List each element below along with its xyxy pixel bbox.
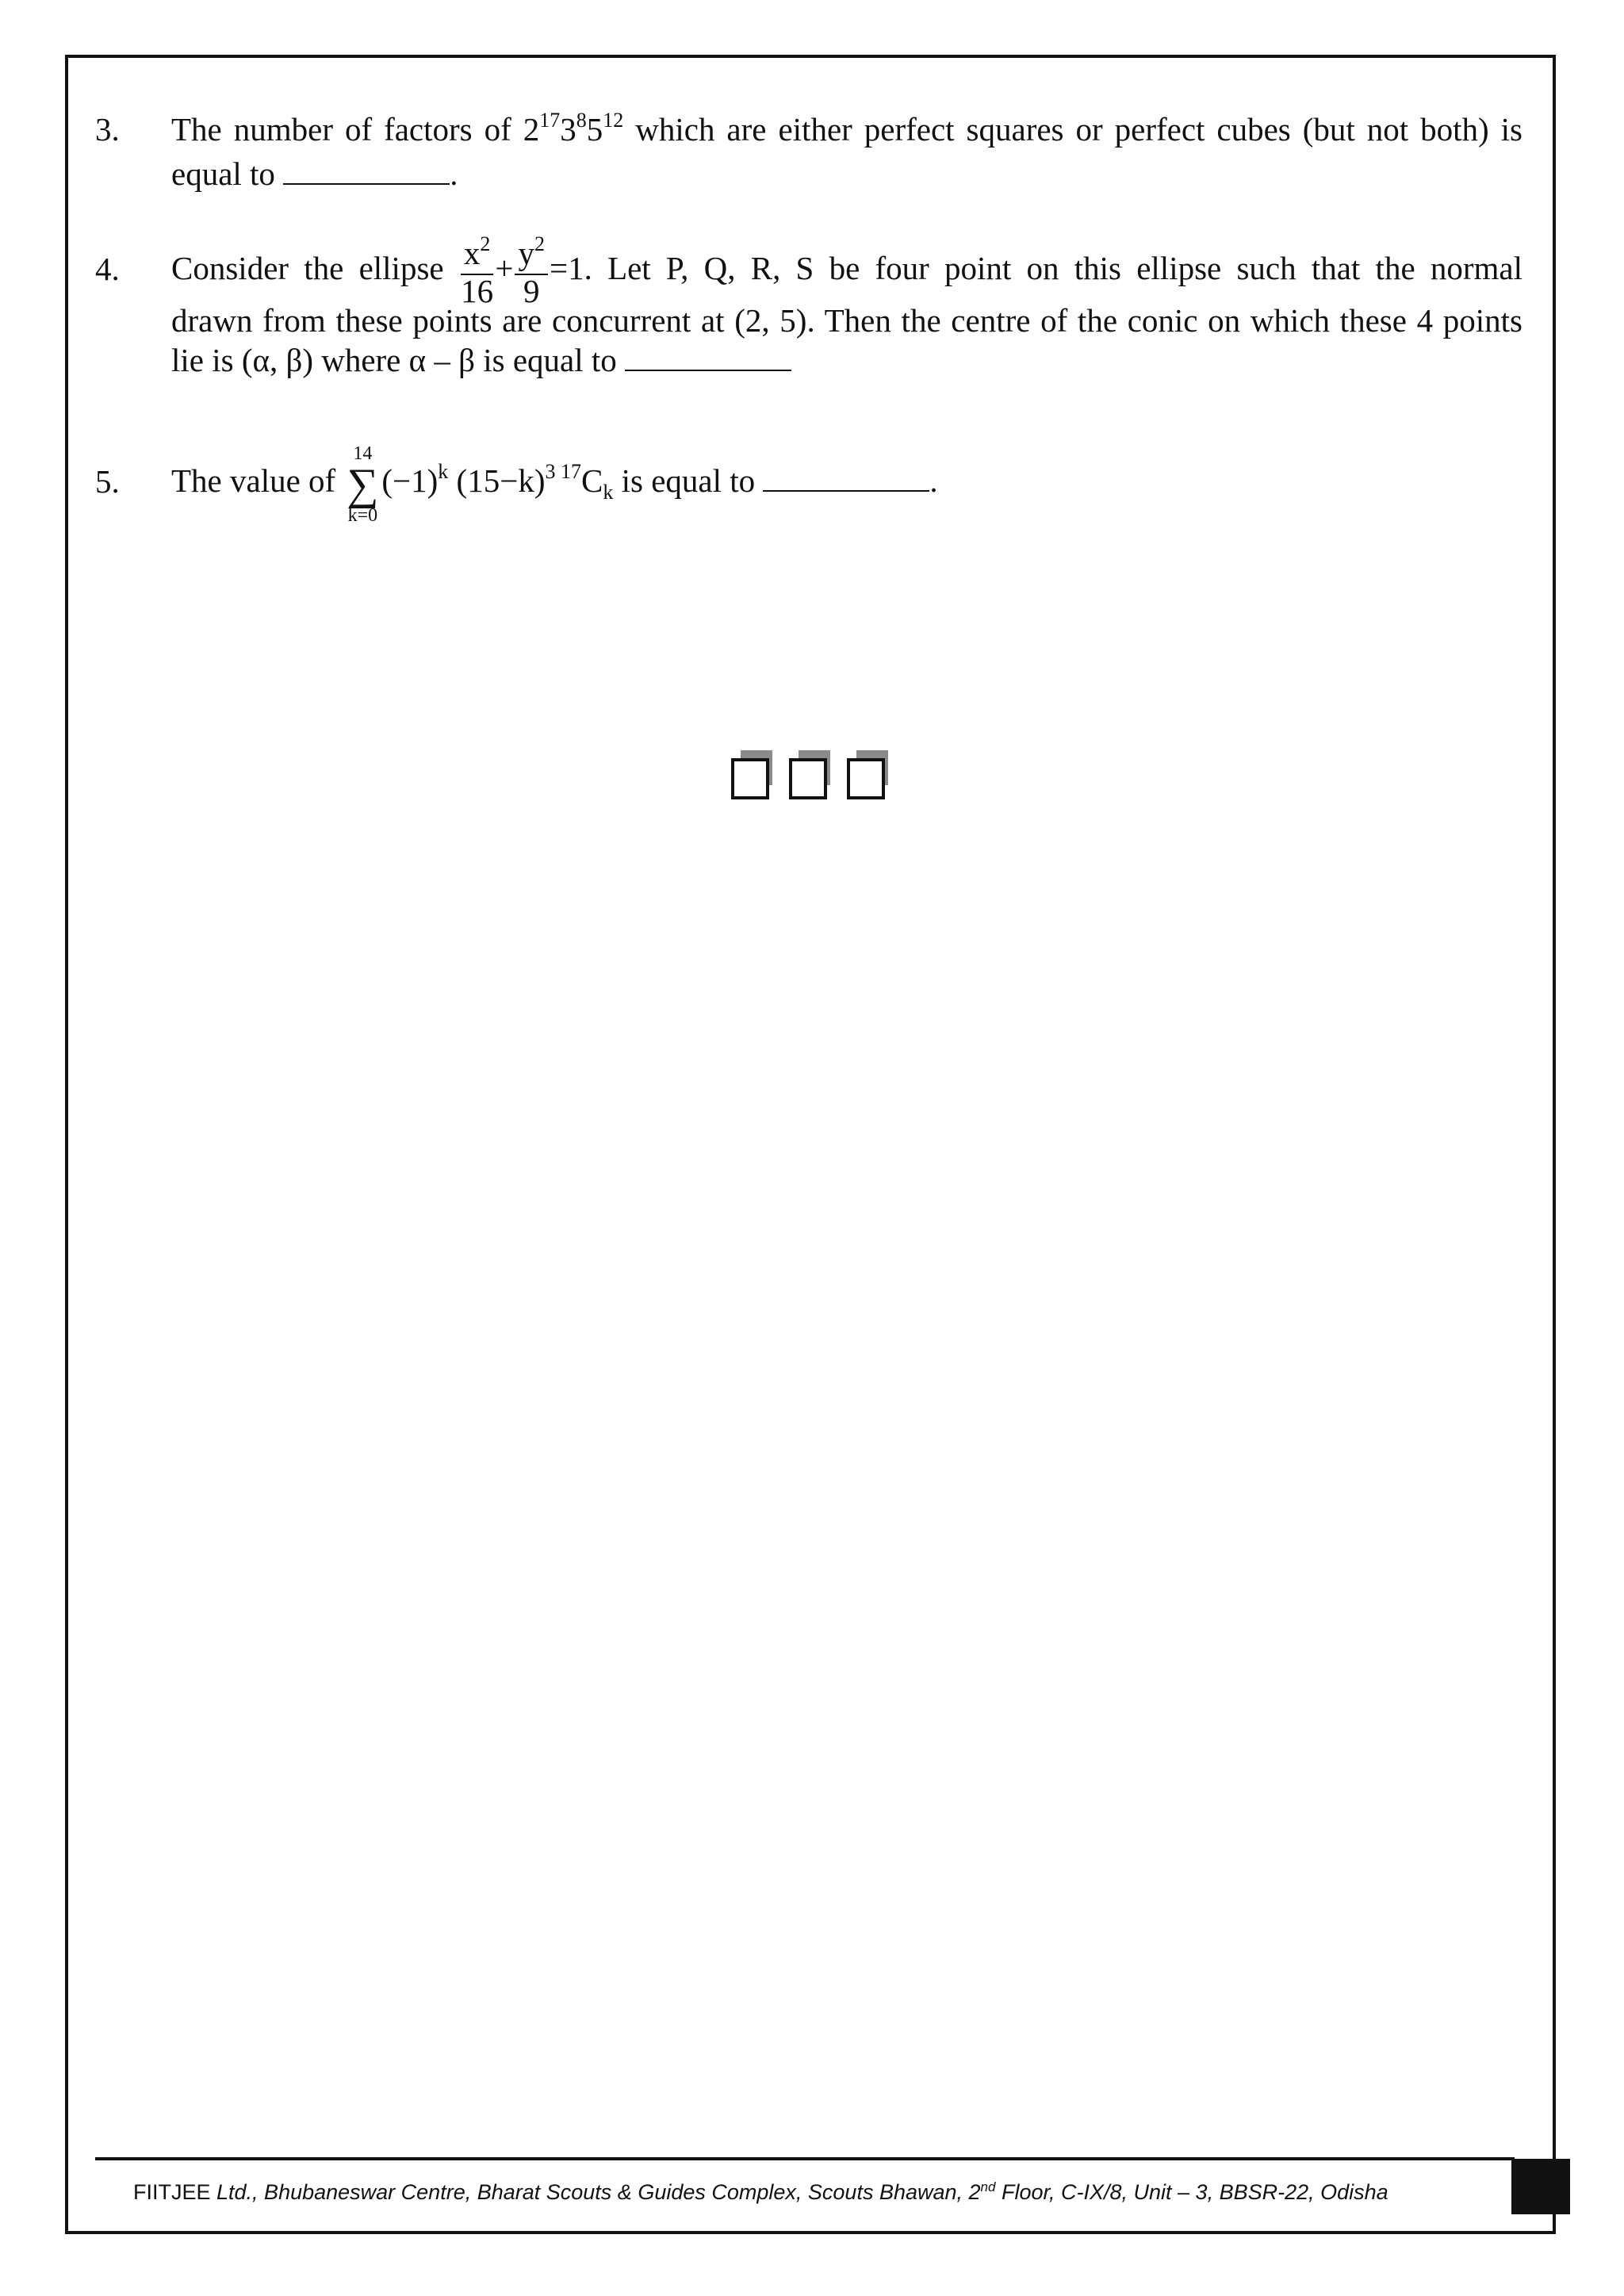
question-number: 4. [95, 251, 120, 287]
question-line-1: Consider the ellipse $\frac{x^2}{16}$ + $\frac{y^2}{9}$ =1. Let P, Q, R, S be four point on this ellipse such that the normal [171, 232, 1522, 309]
end-of-section-squares [731, 753, 898, 801]
answer-blank [763, 462, 929, 492]
question-4 [95, 230, 1522, 404]
page-number-box [1511, 2159, 1570, 2214]
question-5 [95, 435, 1522, 538]
footer-rule [95, 2157, 1515, 2160]
question-text [171, 109, 1522, 194]
question-3 [95, 109, 1522, 197]
answer-blank [283, 155, 450, 185]
answer-blank [625, 341, 791, 371]
question-line-2: equal to . [171, 155, 458, 192]
fraction-y2-9: $\frac{y^2}{9}$ [515, 237, 548, 307]
question-line-2: drawn from these points are concurrent at (2, 5). Then the centre of the conic on which these 4 points [171, 301, 1522, 339]
summation: 14 ∑ k=0 [347, 443, 379, 526]
footer-address: FIITJEE Ltd., Bhubaneswar Centre, Bharat Scouts & Guides Complex, Scouts Bhawan, 2nd Floor, C-IX/8, Unit – 3, BBSR-22, Odisha [133, 2179, 1388, 2204]
question-line-3: lie is (α, β) where α – β is equal to [171, 340, 1522, 380]
question-line-1: The number of factors of $2^{17}3^85^{12}$ which are either perfect squares or perfect cubes (but not both) is [171, 109, 1523, 148]
question-number: 3. [95, 111, 120, 148]
question-text [171, 230, 1522, 380]
question-text: The value of 14 ∑ k=0 $(-1)^k$ $(15-k)^3$ $^{17}C_k$ is equal to . [171, 443, 938, 526]
fraction-x2-16: $\frac{x^2}{16}$ [461, 232, 494, 309]
question-number: 5. [95, 463, 120, 500]
